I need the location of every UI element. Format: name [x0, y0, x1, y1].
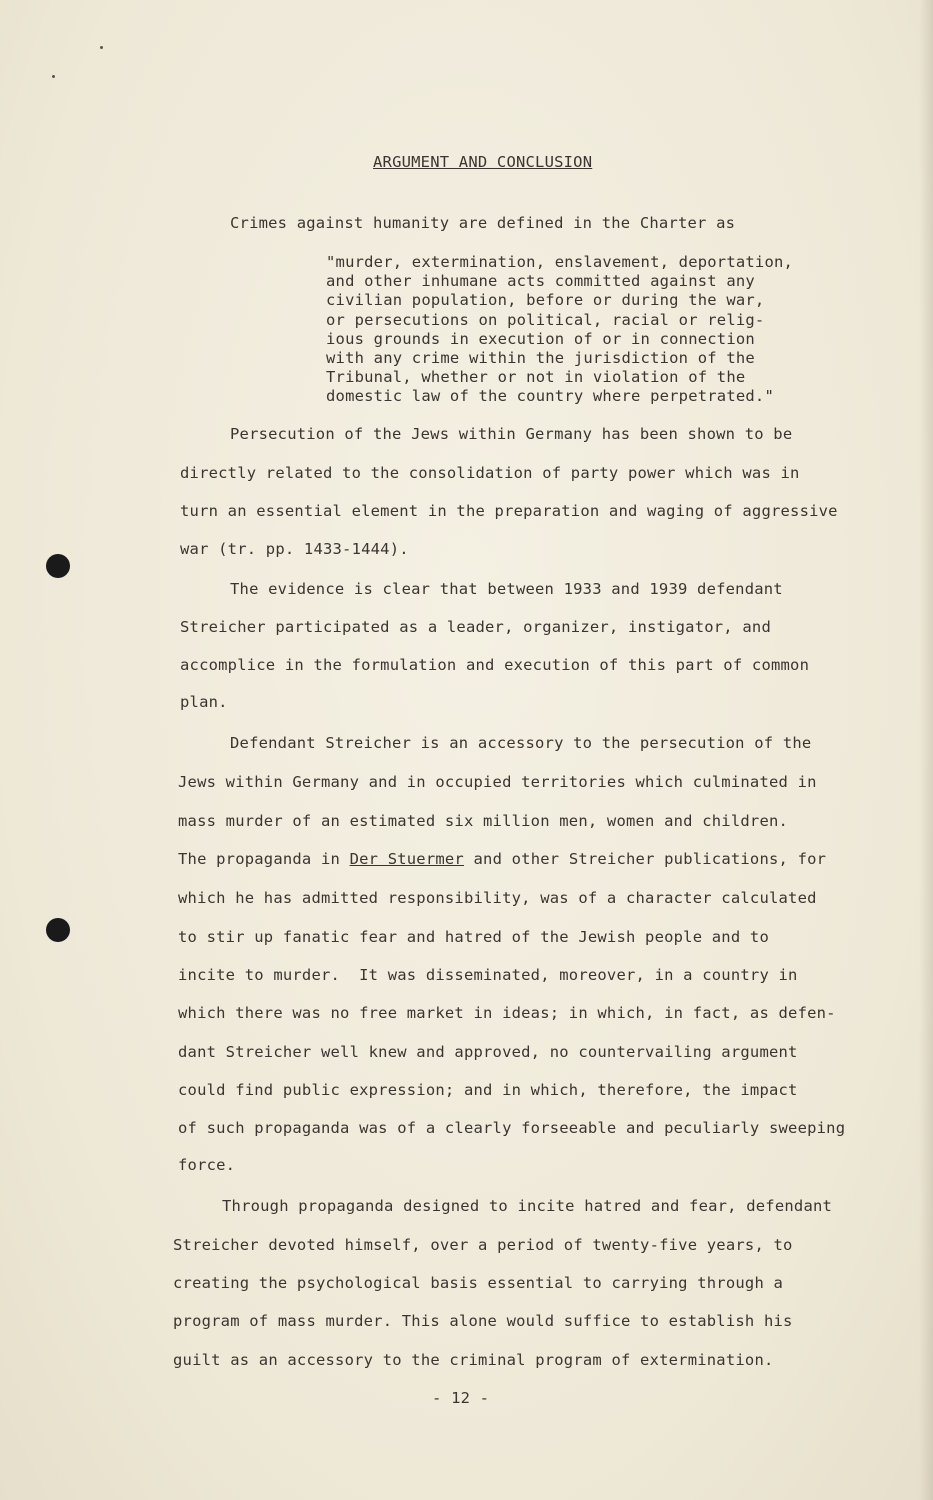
quote-line: ious grounds in execution of or in connection — [326, 330, 755, 348]
paragraph-line: plan. — [180, 693, 228, 711]
quote-line: domestic law of the country where perpetrated." — [326, 387, 774, 405]
punch-hole-lower — [46, 918, 70, 942]
paragraph-line: guilt as an accessory to the criminal program of extermination. — [173, 1351, 774, 1369]
paragraph-line: Defendant Streicher is an accessory to the persecution of the — [230, 734, 812, 752]
paragraph-line: which there was no free market in ideas; in which, in fact, as defen- — [178, 1004, 836, 1022]
paragraph-line: incite to murder. It was disseminated, moreover, in a country in — [178, 966, 798, 984]
paragraph-line: turn an essential element in the preparation and waging of aggressive — [180, 502, 838, 520]
paragraph-line — [178, 850, 826, 868]
text-run: and other Streicher publications, for — [463, 850, 827, 868]
page-number: - 12 - — [432, 1389, 490, 1407]
paragraph-line: dant Streicher well knew and approved, no countervailing argument — [178, 1043, 798, 1061]
paragraph-line: force. — [178, 1156, 236, 1174]
paragraph-line: Streicher participated as a leader, organizer, instigator, and — [180, 618, 771, 636]
quote-line: civilian population, before or during the war, — [326, 291, 765, 309]
paper-speck — [52, 75, 55, 78]
paragraph-line: Persecution of the Jews within Germany has been shown to be — [230, 425, 793, 443]
paragraph-line: could find public expression; and in which, therefore, the impact — [178, 1081, 798, 1099]
paragraph-line: war (tr. pp. 1433-1444). — [180, 540, 409, 558]
quote-line: or persecutions on political, racial or relig- — [326, 311, 765, 329]
publication-title: Der Stuermer — [349, 850, 464, 868]
intro-text: Crimes against humanity are defined in the Charter as — [230, 214, 736, 232]
text-run: The propaganda in — [178, 850, 350, 868]
paragraph-line: program of mass murder. This alone would suffice to establish his — [173, 1312, 793, 1330]
paragraph-line: The evidence is clear that between 1933 and 1939 defendant — [230, 580, 783, 598]
paragraph-line: Jews within Germany and in occupied territories which culminated in — [178, 773, 817, 791]
paragraph-line: mass murder of an estimated six million men, women and children. — [178, 812, 789, 830]
paragraph-line: of such propaganda was of a clearly forseeable and peculiarly sweeping — [178, 1119, 846, 1137]
paragraph-line: Through propaganda designed to incite hatred and fear, defendant — [222, 1197, 833, 1215]
paragraph-line: directly related to the consolidation of party power which was in — [180, 464, 800, 482]
paragraph-line: creating the psychological basis essential to carrying through a — [173, 1274, 784, 1292]
quote-line: Tribunal, whether or not in violation of the — [326, 368, 746, 386]
quote-line: and other inhumane acts committed against any — [326, 272, 755, 290]
paper-edge-shadow — [919, 0, 933, 1500]
page-title: ARGUMENT AND CONCLUSION — [373, 153, 593, 171]
paragraph-line: which he has admitted responsibility, was of a character calculated — [178, 889, 817, 907]
quote-line: "murder, extermination, enslavement, deportation, — [326, 253, 794, 271]
paragraph-line: Streicher devoted himself, over a period of twenty-five years, to — [173, 1236, 793, 1254]
paragraph-line: to stir up fanatic fear and hatred of the Jewish people and to — [178, 928, 769, 946]
quote-line: with any crime within the jurisdiction of the — [326, 349, 755, 367]
paragraph-line: accomplice in the formulation and execution of this part of common — [180, 656, 810, 674]
paper-speck — [100, 46, 103, 49]
punch-hole-upper — [46, 554, 70, 578]
